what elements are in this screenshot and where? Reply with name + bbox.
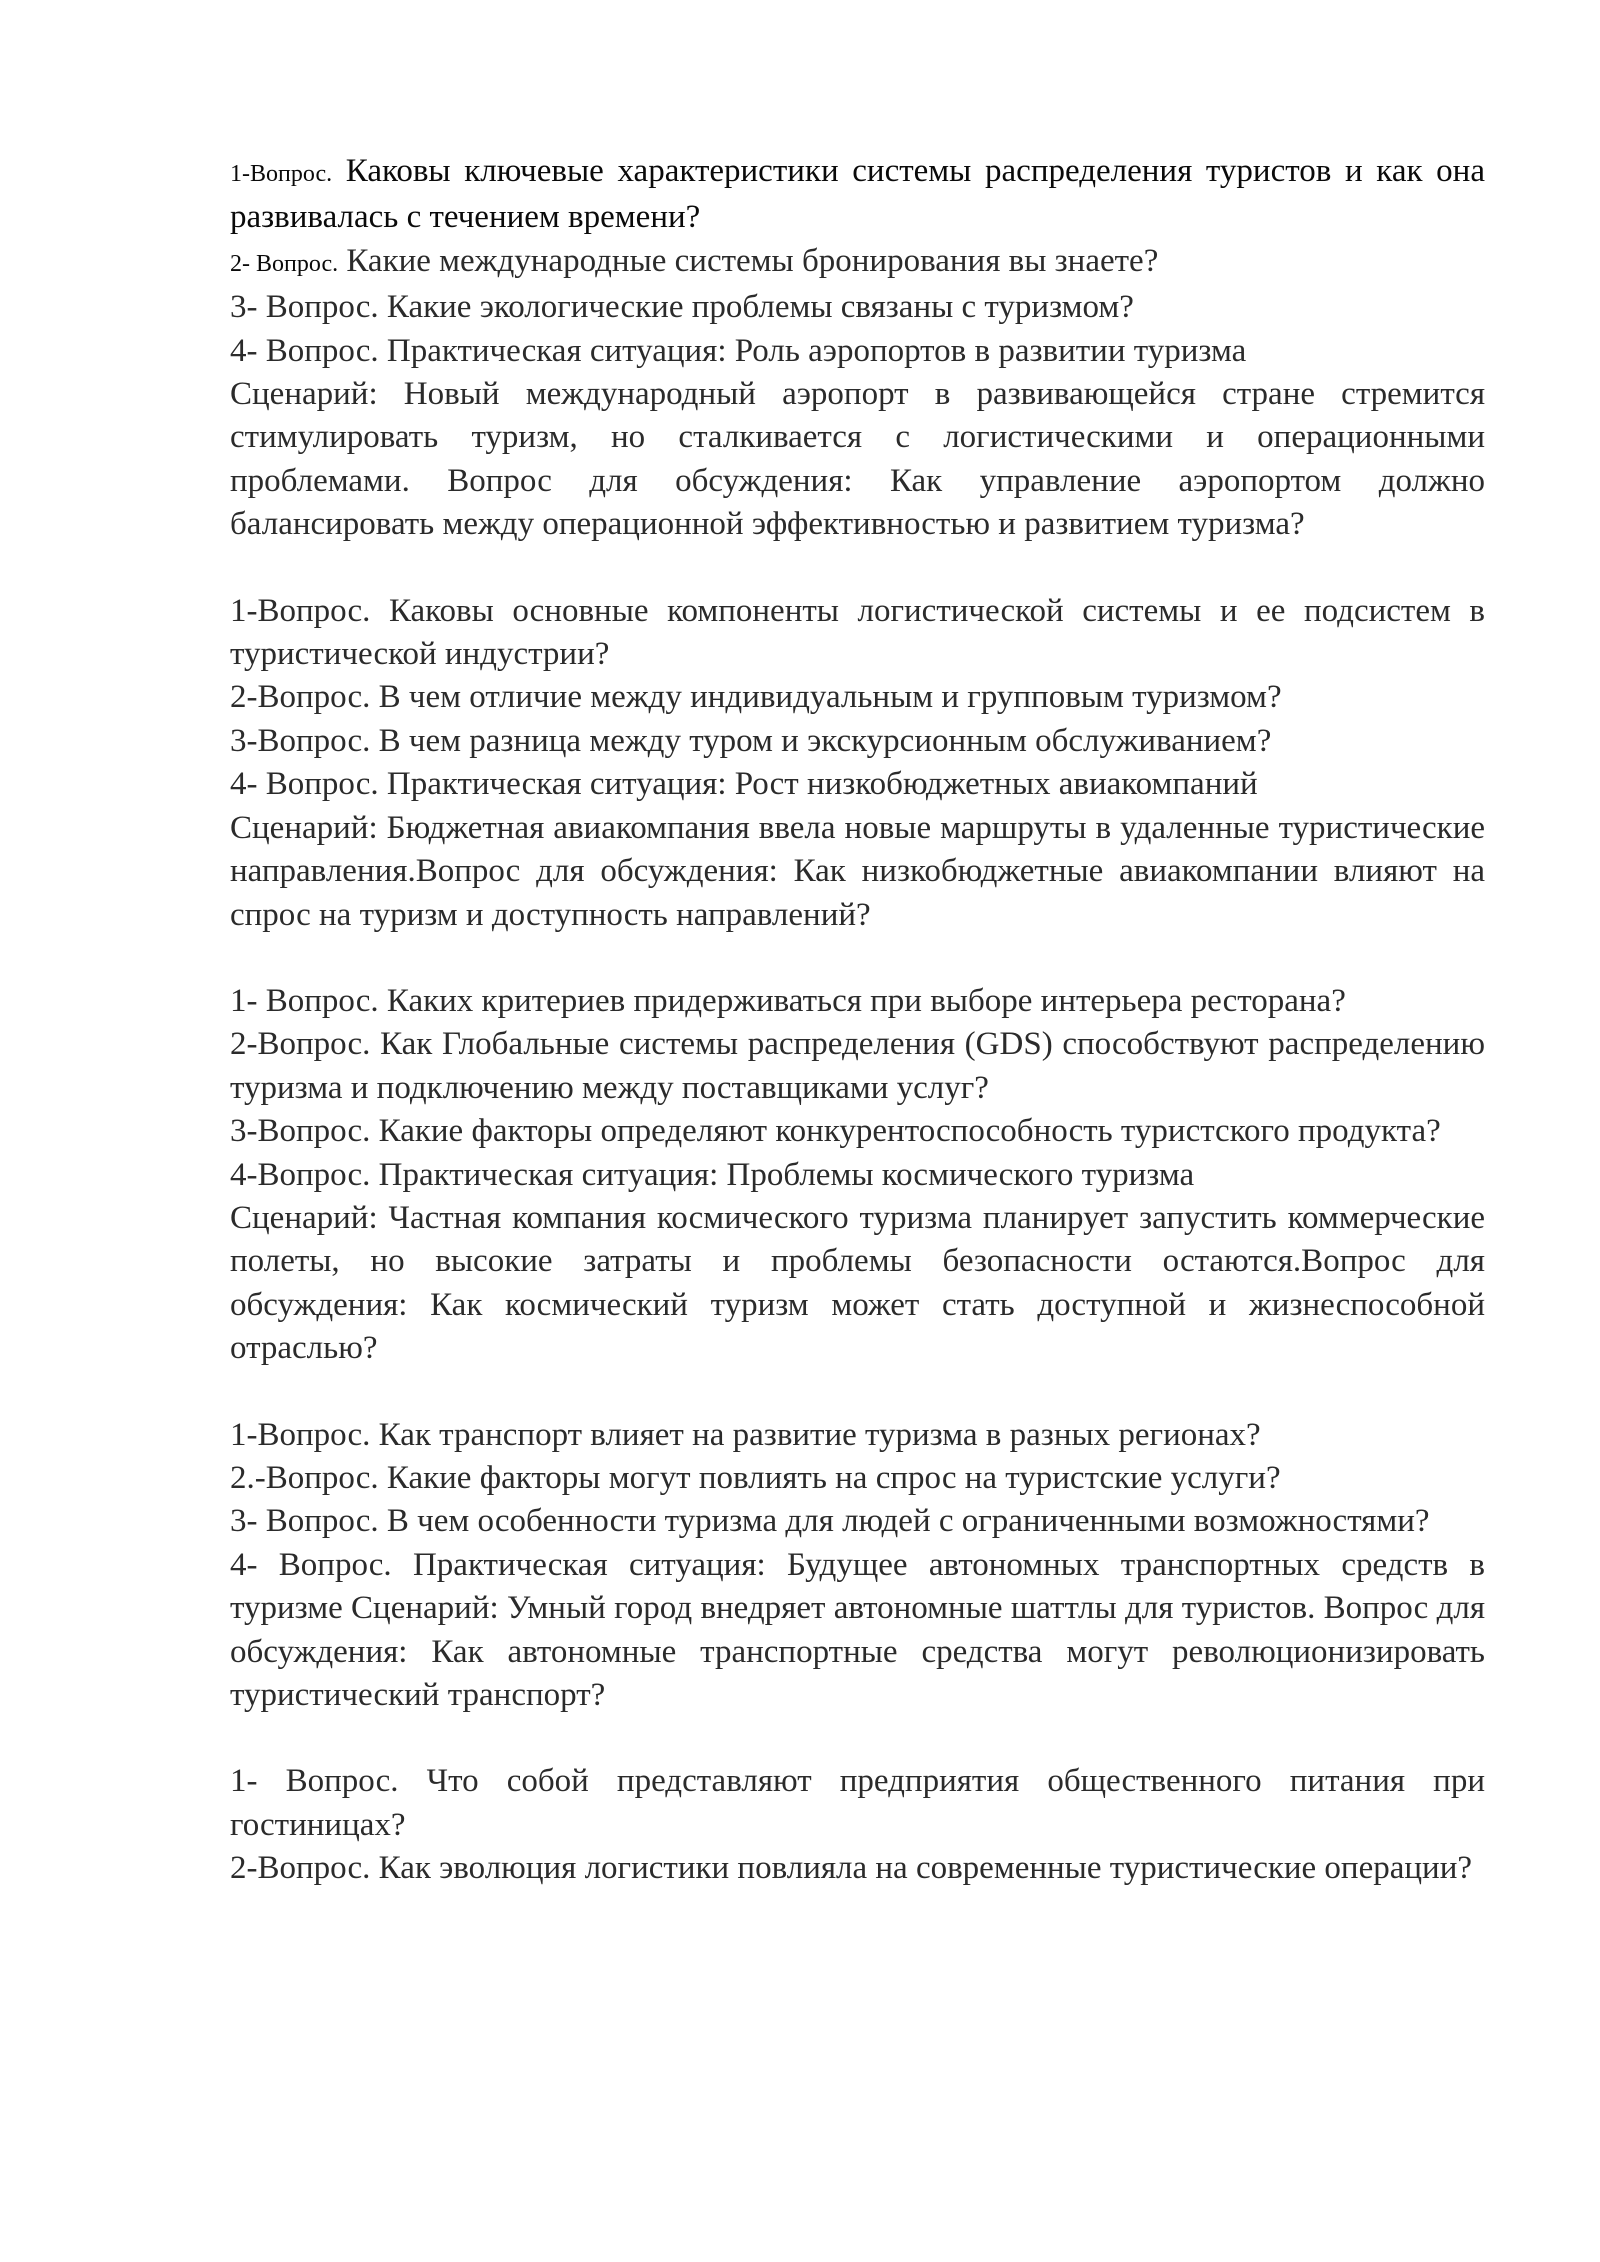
question-1: 1-Вопрос. Как транспорт влияет на развитие туризма в разных регионах? <box>230 1416 1261 1453</box>
document-body <box>230 150 1485 1891</box>
question-block-5 <box>230 1760 1485 1890</box>
scenario-paragraph: Сценарий: Частная компания космического туризма планирует запустить коммерческие полеты, но высокие затраты и проблемы безопасности остаются.Вопрос для обсуждения: Как космический туризм может стать доступной и жизнеспособной отраслью? <box>230 1199 1485 1367</box>
question-1: 1- Вопрос. Что собой представляют предприятия общественного питания при гостиницах? <box>230 1763 1485 1843</box>
question-2: 2-Вопрос. Как Глобальные системы распределения (GDS) способствуют распределению туризма и подключению между поставщиками услуг? <box>230 1026 1485 1106</box>
question-3: 3- Вопрос. В чем особенности туризма для людей с ограниченными возможностями? <box>230 1503 1430 1540</box>
question-2: 2-Вопрос. В чем отличие между индивидуальным и групповым туризмом? <box>230 679 1282 716</box>
question-text: Каковы ключевые характеристики системы распределения туристов и как она развивалась с течением времени? <box>230 153 1485 236</box>
question-2 <box>230 240 1485 286</box>
question-block-1 <box>230 150 1485 547</box>
scenario-paragraph: Сценарий: Бюджетная авиакомпания ввела новые маршруты в удаленные туристические направления.Вопрос для обсуждения: Как низкобюджетные авиакомпании влияют на спрос на туризм и доступность направлений? <box>230 809 1485 933</box>
question-2: 2.-Вопрос. Какие факторы могут повлиять на спрос на туристские услуги? <box>230 1459 1281 1496</box>
question-4: 4- Вопрос. Практическая ситуация: Роль аэропортов в развитии туризма <box>230 332 1247 369</box>
question-prefix: 1-Вопрос. <box>230 161 333 187</box>
question-3: 3-Вопрос. В чем разница между туром и экскурсионным обслуживанием? <box>230 722 1272 759</box>
question-1: 1-Вопрос. Каковы основные компоненты логистической системы и ее подсистем в туристической индустрии? <box>230 592 1485 673</box>
question-4: 4- Вопрос. Практическая ситуация: Будущее автономных транспортных средств в туризме Сценарий: Умный город внедряет автономные шаттлы для туристов. Вопрос для обсуждения: Как автономные транспортные средства могут революционизировать туристический транспорт? <box>230 1546 1485 1713</box>
question-4: 4- Вопрос. Практическая ситуация: Рост низкобюджетных авиакомпаний <box>230 766 1258 803</box>
question-prefix: 2- Вопрос. <box>230 250 339 277</box>
question-2: 2-Вопрос. Как эволюция логистики повлияла на современные туристические операции? <box>230 1850 1473 1887</box>
question-text: Какие международные системы бронирования вы знаете? <box>338 242 1159 279</box>
scenario-paragraph: Сценарий: Новый международный аэропорт в развивающейся стране стремится стимулировать туризм, но сталкивается с логистическими и операционными проблемами. Вопрос для обсуждения: Как управление аэропортом должно балансировать между операционной эффективностью и развитием туризма? <box>230 376 1485 543</box>
question-1: 1- Вопрос. Каких критериев придерживаться при выборе интерьера ресторана? <box>230 982 1346 1019</box>
question-1 <box>230 150 1485 240</box>
question-block-3 <box>230 980 1485 1371</box>
question-3: 3-Вопрос. Какие факторы определяют конкурентоспособность туристского продукта? <box>230 1113 1441 1150</box>
question-3: 3- Вопрос. Какие экологические проблемы связаны с туризмом? <box>230 289 1134 326</box>
question-block-4 <box>230 1414 1485 1718</box>
question-4: 4-Вопрос. Практическая ситуация: Проблемы космического туризма <box>230 1156 1195 1193</box>
question-block-2 <box>230 590 1485 937</box>
